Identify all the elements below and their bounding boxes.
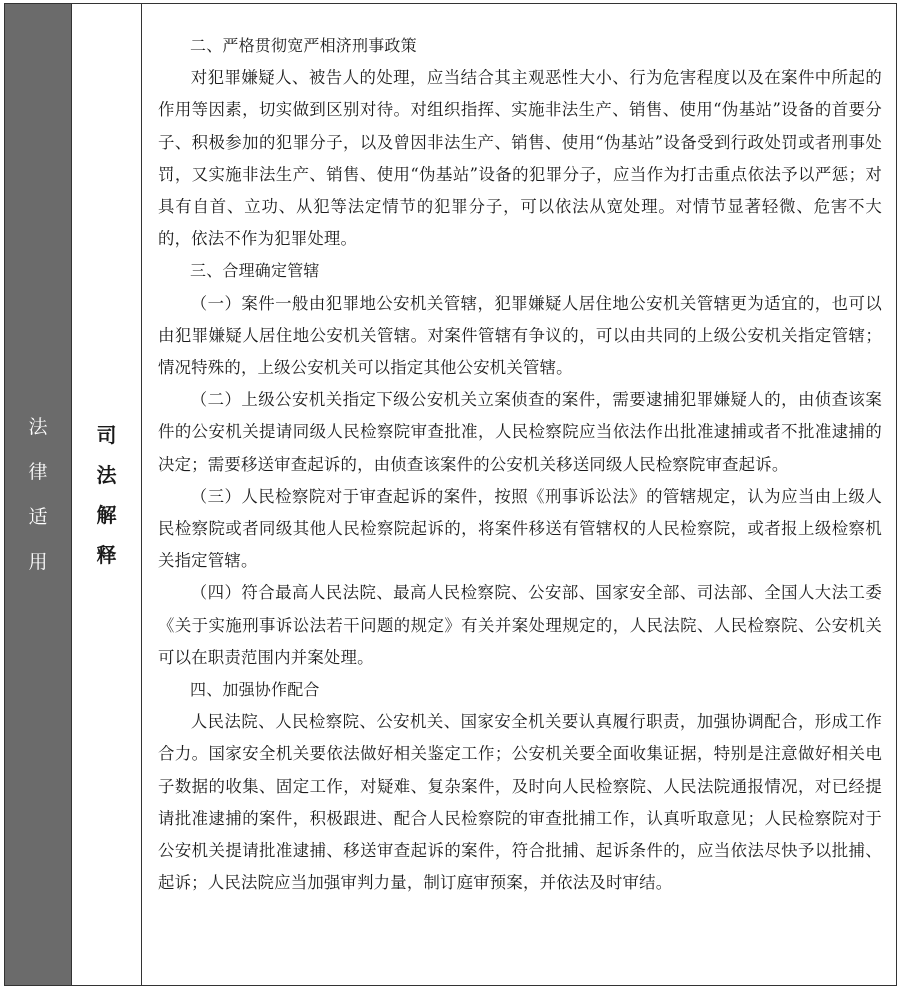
category-char: 律: [28, 460, 48, 483]
subcategory-char: 法: [96, 462, 117, 487]
subcategory-column: [72, 4, 142, 985]
category-char: 适: [28, 505, 48, 528]
section-heading: 四、加强协作配合: [190, 680, 320, 700]
category-column: [5, 4, 72, 985]
subcategory-char: 释: [96, 542, 117, 567]
paragraph: 人民法院、人民检察院、公安机关、国家安全机关要认真履行职责，加强协调配合，形成工作合力。国家安全机关要依法做好相关鉴定工作；公安机关要全面收集证据，特别是注意做好相关电子数据的收集、固定工作，对疑难、复杂案件，及时向人民检察院、人民法院通报情况，对已经提请批准逮捕的案件，积极跟进、配合人民检察院的审查批捕工作，认真听取意见；人民检察院对于公安机关提请批准逮捕、移送审查起诉的案件，符合批捕、起诉条件的，应当依法尽快予以批捕、起诉；人民法院应当加强审判力量，制订庭审预案，并依法及时审结。: [158, 712, 882, 893]
paragraph: （四）符合最高人民法院、最高人民检察院、公安部、国家安全部、司法部、全国人大法工委《关于实施刑事诉讼法若干问题的规定》有关并案处理规定的，人民法院、人民检察院、公安机关可以在职责范围内并案处理。: [158, 583, 882, 667]
section-heading: 二、严格贯彻宽严相济刑事政策: [190, 36, 417, 55]
section-heading: 三、合理确定管辖: [190, 261, 320, 281]
paragraph: （二）上级公安机关指定下级公安机关立案侦查的案件，需要逮捕犯罪嫌疑人的，由侦查该案件的公安机关提请同级人民检察院审查批准，人民检察院应当依法作出批准逮捕或者不批准逮捕的决定；需要移送审查起诉的，由侦查该案件的公安机关移送同级人民检察院审查起诉。: [158, 390, 882, 474]
paragraph: （一）案件一般由犯罪地公安机关管辖，犯罪嫌疑人居住地公安机关管辖更为适宜的，也可以由犯罪嫌疑人居住地公安机关管辖。对案件管辖有争议的，可以由共同的上级公安机关指定管辖；情况特殊的，上级公安机关可以指定其他公安机关管辖。: [158, 293, 882, 378]
document-table: [4, 3, 897, 986]
subcategory-char: 司: [96, 422, 117, 447]
subcategory-char: 解: [96, 502, 117, 527]
category-char: 法: [28, 415, 48, 438]
category-char: 用: [28, 550, 48, 573]
content-column: [142, 4, 896, 985]
paragraph: 对犯罪嫌疑人、被告人的处理，应当结合其主观恶性大小、行为危害程度以及在案件中所起的作用等因素，切实做到区别对待。对组织指挥、实施非法生产、销售、使用“伪基站”设备的首要分子、积极参加的犯罪分子，以及曾因非法生产、销售、使用“伪基站”设备受到行政处罚或者刑事处罚，又实施非法生产、销售、使用“伪基站”设备的犯罪分子，应当作为打击重点依法予以严惩；对具有自首、立功、从犯等法定情节的犯罪分子，可以依法从宽处理。对情节显著轻微、危害不大的，依法不作为犯罪处理。: [158, 68, 882, 249]
paragraph: （三）人民检察院对于审查起诉的案件，按照《刑事诉讼法》的管辖规定，认为应当由上级人民检察院或者同级其他人民检察院起诉的，将案件移送有管辖权的人民检察院，或者报上级检察机关指定管辖。: [158, 486, 882, 571]
